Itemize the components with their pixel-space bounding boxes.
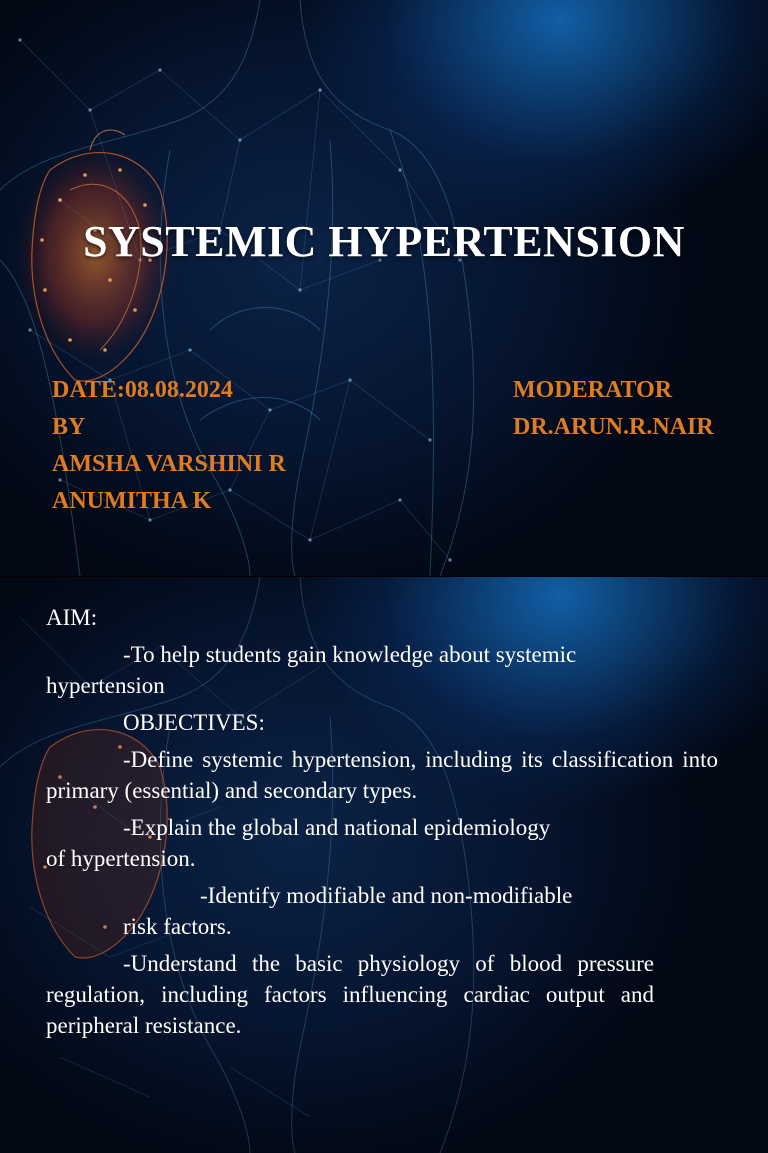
objective-item: -Explain the global and national epidemiology (123, 815, 551, 840)
aim-label: AIM: (46, 605, 98, 630)
objective-item-cont: risk factors. (123, 914, 232, 939)
moderator-info (513, 372, 714, 446)
moderator-name: DR.ARUN.R.NAIR (513, 414, 714, 440)
presenter-name: AMSHA VARSHINI R (52, 451, 286, 477)
presenter-info (52, 372, 286, 520)
objective-item: -Identify modifiable and non-modifiable (200, 883, 573, 908)
objectives-text (46, 602, 718, 1047)
aim-text: -To help students gain knowledge about systemic hypertension (46, 642, 577, 698)
objectives-label: OBJECTIVES: (123, 710, 265, 735)
objective-item-cont: of hypertension. (46, 846, 196, 871)
title-slide (0, 0, 768, 576)
date-line: DATE:08.08.2024 (52, 377, 233, 403)
aims-objectives-slide (0, 576, 768, 1153)
slide-title: SYSTEMIC HYPERTENSION (83, 217, 685, 266)
by-label: BY (52, 414, 86, 440)
objective-item: -Define systemic hypertension, including its classification into primary (essential) and secondary types. (46, 747, 718, 803)
objective-item: -Understand the basic physiology of blood pressure regulation, including factors influencing cardiac output and peripheral resistance. (46, 951, 654, 1038)
moderator-label: MODERATOR (513, 377, 673, 403)
presenter-name: ANUMITHA K (52, 488, 212, 514)
